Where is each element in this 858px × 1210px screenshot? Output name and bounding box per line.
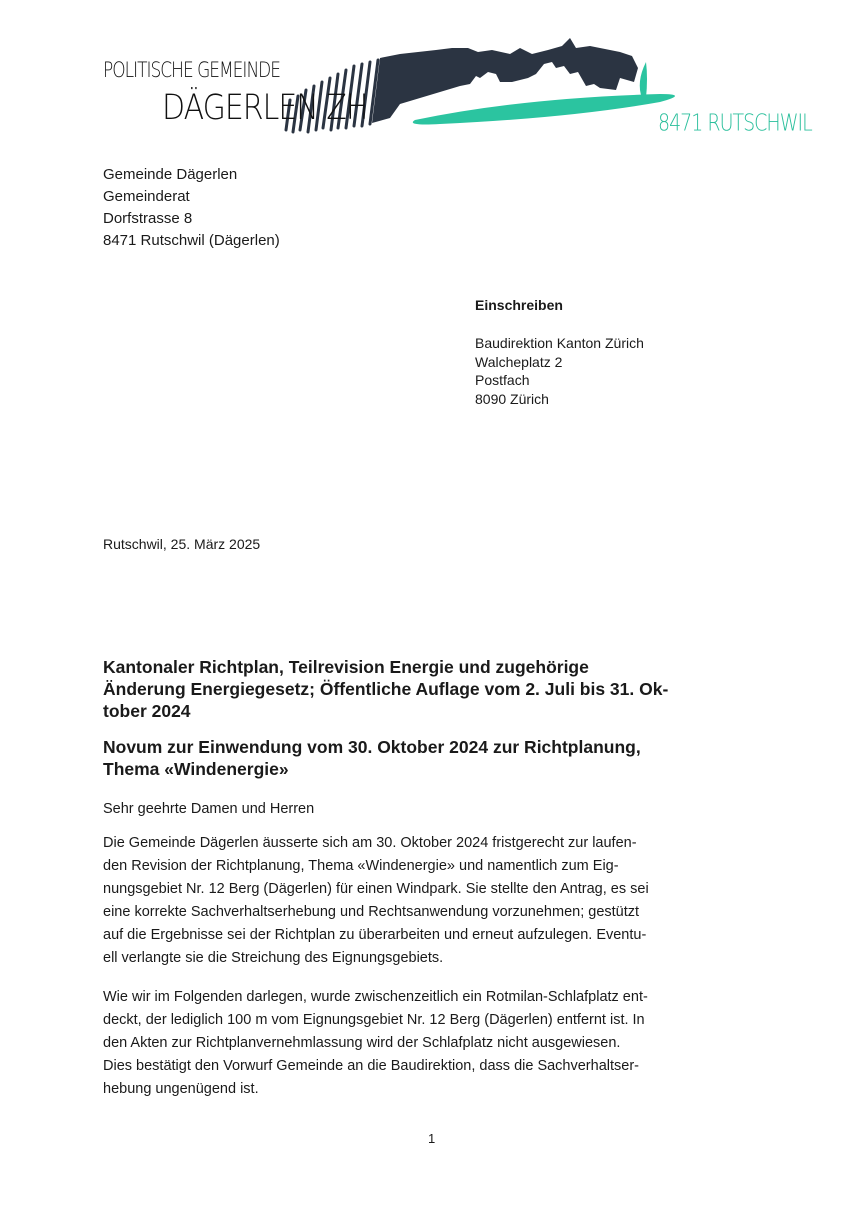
recipient-address (475, 334, 644, 408)
sender-line: 8471 Rutschwil (Dägerlen) (103, 232, 280, 249)
recipient-line: Walcheplatz 2 (475, 353, 563, 370)
letterhead-line2: DÄGERLEN ZH (162, 88, 368, 129)
paragraph-line: deckt, der lediglich 100 m vom Eignungsgebiet Nr. 12 Berg (Dägerlen) entfernt ist. In (103, 1012, 645, 1028)
subject-title-line: Änderung Energiegesetz; Öffentliche Auflage vom 2. Juli bis 31. Ok- (103, 679, 669, 699)
subject-title-line: Kantonaler Richtplan, Teilrevision Energie und zugehörige (103, 657, 589, 677)
subject-subtitle-line: Thema «Windenergie» (103, 759, 289, 779)
paragraph-line: den Revision der Richtplanung, Thema «Windenergie» und namentlich zum Eig- (103, 858, 619, 874)
paragraph-line: Die Gemeinde Dägerlen äusserte sich am 30. Oktober 2024 fristgerecht zur laufen- (103, 835, 637, 851)
paragraph-line: ell verlangte sie die Streichung des Eignungsgebiets. (103, 950, 444, 966)
body-paragraph-2 (103, 986, 793, 1101)
salutation: Sehr geehrte Damen und Herren (103, 801, 315, 817)
recipient-line: 8090 Zürich (475, 390, 549, 407)
page-number: 1 (428, 1131, 436, 1146)
paragraph-line: den Akten zur Richtplanvernehmlassung wird der Schlafplatz nicht ausgewiesen. (103, 1035, 621, 1051)
sender-line: Dorfstrasse 8 (103, 210, 193, 227)
delivery-method: Einschreiben (475, 297, 563, 313)
subject-title (103, 656, 793, 722)
letterhead-town: 8471 RUTSCHWIL (658, 110, 812, 137)
paragraph-line: nungsgebiet Nr. 12 Berg (Dägerlen) für einen Windpark. Sie stellte den Antrag, es sei (103, 881, 649, 897)
paragraph-line: Dies bestätigt den Vorwurf Gemeinde an die Baudirektion, dass die Sachverhaltser- (103, 1058, 639, 1074)
sender-line: Gemeinderat (103, 188, 190, 205)
date-line: Rutschwil, 25. März 2025 (103, 536, 261, 552)
subject-title-line: tober 2024 (103, 701, 191, 721)
paragraph-line: hebung ungenügend ist. (103, 1081, 259, 1097)
recipient-line: Baudirektion Kanton Zürich (475, 335, 644, 351)
paragraph-line: eine korrekte Sachverhaltserhebung und Rechtsanwendung vorzunehmen; gestützt (103, 904, 640, 920)
recipient-line: Postfach (475, 372, 530, 388)
body-paragraph-1 (103, 832, 793, 970)
letterhead-line1: POLITISCHE GEMEINDE (103, 58, 280, 83)
subject-subtitle (103, 736, 793, 780)
letterhead-logo (100, 38, 820, 138)
subject-subtitle-line: Novum zur Einwendung vom 30. Oktober 2024 zur Richtplanung, (103, 737, 641, 757)
sender-line: Gemeinde Dägerlen (103, 166, 238, 183)
paragraph-line: Wie wir im Folgenden darlegen, wurde zwischenzeitlich ein Rotmilan-Schlafplatz ent- (103, 989, 648, 1005)
sender-address (103, 164, 280, 252)
paragraph-line: auf die Ergebnisse sei der Richtplan zu überarbeiten und erneut aufzulegen. Eventu- (103, 927, 647, 943)
